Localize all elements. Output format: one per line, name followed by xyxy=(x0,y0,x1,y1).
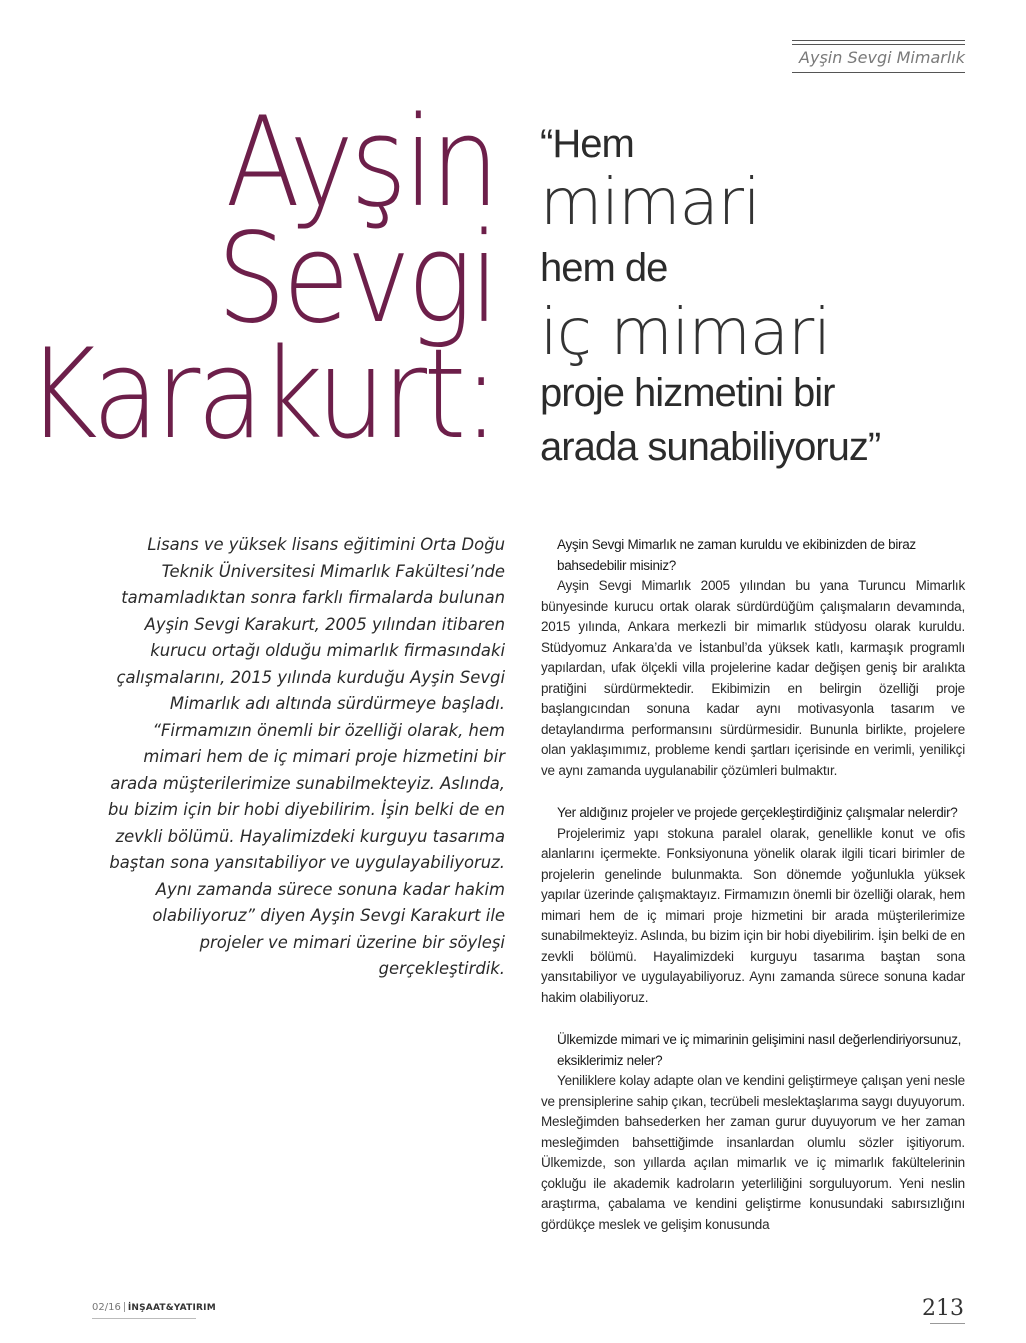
interview-question: Yer aldığınız projeler ve projede gerçekleştirdiğiniz çalışmalar nelerdir? xyxy=(557,805,958,820)
interview-answer: Projelerimiz yapı stokuna paralel olarak, genellikle konut ve ofis alanlarını içermekte. Fonksiyonuna yönelik olarak ilgili ticari birimler de projelerin genelinde bulunmakta. Son dönemde yoğunlukla yüksek yapılar üzerinde çalışmaktayız. Firmamızın önemli bir özelliği olarak, hem mimari hem de iç mimari proje hizmetini bir arada müşterilerimize sunabilmekteyiz. Aslında, bu bizim için bir hobi diyebilirim. İşin belki de en zevkli bölümü. Hayalimizdeki kurguyu tasarıma baştan sona yansıtabiliyor ve uygulayabiliyoruz. Aynı zamanda sürece sonuna kadar hakim olabiliyoruz. xyxy=(541,825,965,1005)
interview-question: Ayşin Sevgi Mimarlık ne zaman kuruldu ve ekibinizden de biraz bahsedebilir misiniz? xyxy=(557,537,916,573)
quote-line-5: proje hizmetini bir xyxy=(540,371,835,415)
header-rule-top-second xyxy=(792,44,965,45)
headline-quote xyxy=(540,118,880,474)
page-number-rule xyxy=(930,1323,965,1324)
issue-number: 02/16 xyxy=(92,1302,121,1313)
page-number: 213 xyxy=(922,1296,964,1321)
quote-line-4: iç mimari xyxy=(540,296,831,370)
qa-block xyxy=(541,803,965,1008)
name-line-last: Karakurt: xyxy=(26,323,496,467)
footer-rule xyxy=(92,1318,196,1319)
running-head: Ayşin Sevgi Mimarlık xyxy=(799,48,965,67)
name-line-middle: Sevgi xyxy=(216,207,496,351)
qa-block xyxy=(541,535,965,781)
header-rule-bottom xyxy=(792,72,965,73)
qa-block xyxy=(541,1030,965,1235)
footer-issue-info xyxy=(92,1302,216,1313)
magazine-name: İNŞAAT&YATIRIM xyxy=(127,1303,216,1313)
intro-paragraph: Lisans ve yüksek lisans eğitimini Orta Doğu Teknik Üniversitesi Mimarlık Fakültesi’nde tamamladıktan sonra farklı firmalarda bulunan Ayşin Sevgi Karakurt, 2005 yılından itibaren kurucu ortağı olduğu mimarlık firmasındaki çalışmalarını, 2015 yılında kurduğu Ayşin Sevgi Mimarlık adı altında sürdürmeye başladı. “Firmamızın önemli bir özelliği olarak, hem mimari hem de iç mimari proje hizmetini bir arada müşterilerimize sunabilmekteyiz. Aslında, bu bizim için bir hobi diyebilirim. İşin belki de en zevkli bölümü. Hayalimizdeki kurguyu tasarıma baştan sona yansıtabiliyor ve uygulayabiliyoruz. Aynı zamanda sürece sonuna kadar hakim olabiliyoruz” diyen Ayşin Sevgi Karakurt ile projeler ve mimari üzerine bir söyleşi gerçekleştirdik. xyxy=(108,535,505,978)
quote-line-2: mimari xyxy=(540,166,760,240)
quote-line-1: “Hem xyxy=(540,122,634,166)
footer-separator xyxy=(124,1302,125,1312)
name-line-first: Ayşin xyxy=(225,91,496,235)
interview-question: Ülkemizde mimari ve iç mimarinin gelişimini nasıl değerlendiriyorsunuz, eksiklerimiz neler? xyxy=(557,1032,962,1068)
interview-answer: Ayşin Sevgi Mimarlık 2005 yılından bu yana Turuncu Mimarlık bünyesinde kurucu ortak olarak sürdürdüğüm çalışmaların devamında, 2015 yılında, Ankara merkezli bir mimarlık stüdyosu olarak kuruldu. Stüdyomuz Ankara’da ve İstanbul’da yüksek katlı, karmaşık programlı yapılardan, ufak ölçekli villa projelerine kadar değişen geniş bir aralıkta pratiğini sürdürmektedir. Ekibimizin en belirgin özelliği proje başlangıcından sonuna kadar aynı motivasyonla tasarım ve detaylandırma performansını sürdürmesidir. Bununla birlikte, projelere olan yaklaşımımız, probleme kendi şartları içerisinde en verimli, yenilikçi ve aynı zamanda uygulanabilir çözümleri bulmaktır. xyxy=(541,578,965,778)
quote-line-3: hem de xyxy=(540,246,668,290)
interview-answer: Yeniliklere kolay adapte olan ve kendini geliştirmeye çalışan yeni nesle ve prensiplerine sahip çıkan, tecrübeli meslektaşlarıma saygı duyuyorum. Mesleğimden bahsederken her zaman gurur duyuyorum ve her zaman mesleğimden bahsettiğimde insanlardan olumlu sözler işitiyorum. Ülkemizde, son yıllarda açılan mimarlık ve iç mimarlık fakültelerinin çokluğu ile akademik kadroların yeterliliğini sorguluyorum. Yeni neslin araştırma, çabalama ve kendini geliştirme konusundaki sabırsızlığını gördükçe meslek ve gelişim konusunda xyxy=(541,1073,965,1232)
header-rule-top xyxy=(792,40,965,41)
interview-column xyxy=(541,535,965,1257)
quote-line-6: arada sunabiliyoruz” xyxy=(540,425,881,469)
interviewee-name-title xyxy=(0,91,496,467)
